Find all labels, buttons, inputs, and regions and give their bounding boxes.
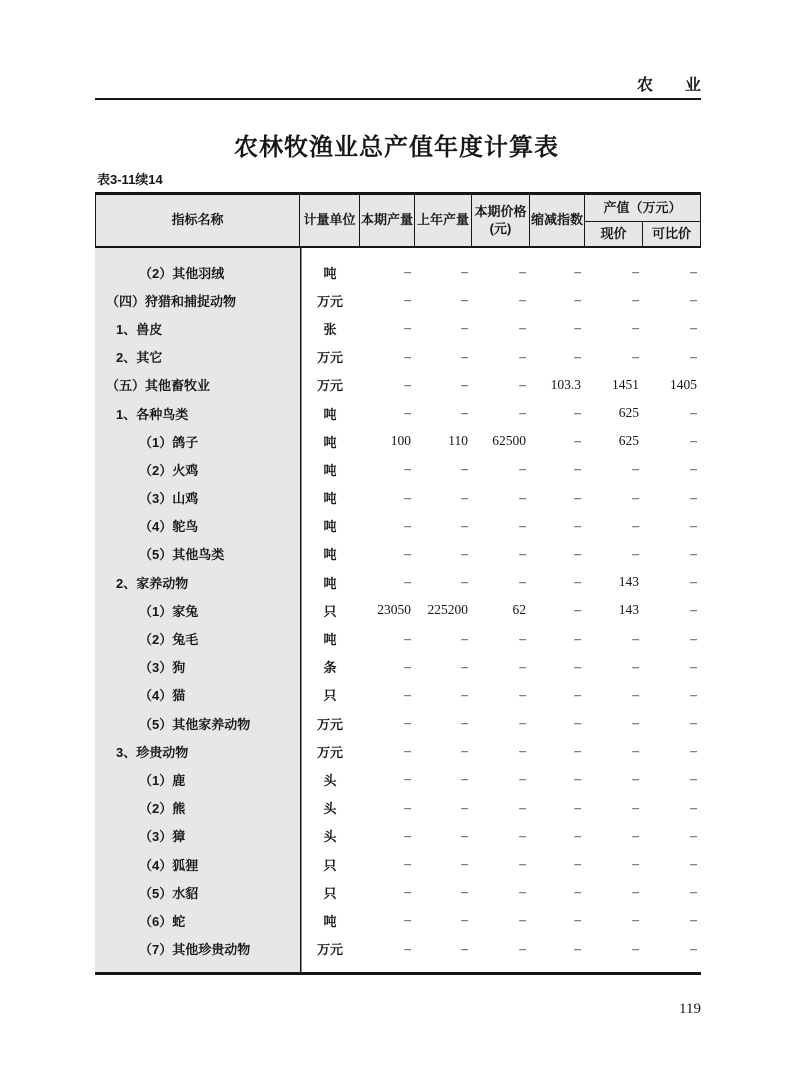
row-label-cell: 2、其它	[116, 350, 163, 366]
value-cell-current-price-value: –	[632, 912, 639, 928]
row-label-cell: （2）兔毛	[139, 632, 199, 648]
value-cell-deflator-index: –	[574, 405, 581, 421]
value-cell-current-output: 23050	[377, 602, 411, 618]
value-cell-comparable-price-value: –	[690, 574, 697, 590]
value-cell-comparable-price-value: –	[690, 489, 697, 505]
value-cell-deflator-index: 103.3	[550, 376, 581, 392]
value-cell-prev-year-output: –	[461, 686, 468, 702]
value-cell-prev-year-output: –	[461, 884, 468, 900]
value-cell-prev-year-output: –	[461, 856, 468, 872]
value-cell-prev-year-output: –	[461, 264, 468, 280]
row-label-cell: 3、珍贵动物	[116, 744, 189, 760]
value-cell-current-price-value: –	[632, 884, 639, 900]
value-cell-comparable-price-value: –	[690, 292, 697, 308]
value-cell-deflator-index: –	[574, 489, 581, 505]
row-label-cell: （四）狩猎和捕捉动物	[106, 293, 237, 309]
row-label-cell: （1）鹿	[139, 772, 186, 788]
value-cell-current-output: –	[404, 630, 411, 646]
running-head	[95, 70, 701, 100]
value-cell-prev-year-output: –	[461, 715, 468, 731]
value-cell-comparable-price-value: –	[690, 264, 697, 280]
unit-cell: 吨	[323, 491, 337, 507]
value-cell-comparable-price-value: –	[690, 743, 697, 759]
table-grid	[95, 195, 701, 972]
value-cell-current-price: –	[519, 320, 526, 336]
value-cell-current-price: 62500	[492, 433, 526, 449]
unit-cell: 万元	[316, 716, 343, 732]
value-cell-prev-year-output: –	[461, 461, 468, 477]
col-header-prev-year-output: 上年产量	[415, 195, 472, 248]
value-cell-current-price-value: –	[632, 320, 639, 336]
value-cell-deflator-index: –	[574, 884, 581, 900]
value-cell-current-output: –	[404, 461, 411, 477]
value-cell-comparable-price-value: 1405	[670, 376, 697, 392]
value-cell-current-price: –	[519, 461, 526, 477]
value-cell-current-price-value: –	[632, 292, 639, 308]
value-cell-comparable-price-value: –	[690, 405, 697, 421]
col-header-indicator: 指标名称	[95, 195, 300, 248]
value-cell-deflator-index: –	[574, 433, 581, 449]
value-cell-deflator-index: –	[574, 856, 581, 872]
value-cell-comparable-price-value: –	[690, 658, 697, 674]
value-cell-comparable-price-value: –	[690, 545, 697, 561]
value-cell-current-output: –	[404, 574, 411, 590]
value-cell-prev-year-output: 225200	[427, 602, 468, 618]
value-cell-comparable-price-value: –	[690, 320, 697, 336]
row-label-cell: （5）水貂	[139, 885, 199, 901]
value-cell-current-price-value: –	[632, 489, 639, 505]
value-cell-current-price-value: 625	[618, 405, 639, 421]
value-cell-current-output: –	[404, 292, 411, 308]
row-label-cell: （2）火鸡	[139, 462, 199, 478]
statistics-table	[95, 192, 701, 975]
row-label-cell: 2、家养动物	[116, 575, 189, 591]
value-cell-prev-year-output: –	[461, 574, 468, 590]
value-cell-current-output: –	[404, 376, 411, 392]
value-cell-current-output: –	[404, 264, 411, 280]
value-cell-comparable-price-value: –	[690, 348, 697, 364]
value-cell-current-output: –	[404, 827, 411, 843]
row-label-cell: （2）其他羽绒	[139, 265, 225, 281]
value-cell-comparable-price-value: –	[690, 827, 697, 843]
value-cell-current-output: –	[404, 743, 411, 759]
row-label-cell: （4）猫	[139, 688, 186, 704]
value-cell-current-output: –	[404, 940, 411, 956]
unit-cell: 头	[323, 801, 337, 817]
row-label-cell: （3）山鸡	[139, 491, 199, 507]
value-cell-prev-year-output: –	[461, 658, 468, 674]
value-cell-current-price-value: 1451	[612, 376, 639, 392]
unit-cell: 吨	[323, 632, 337, 648]
value-cell-current-output: –	[404, 545, 411, 561]
unit-cell: 万元	[316, 744, 343, 760]
value-cell-current-price: –	[519, 686, 526, 702]
unit-cell: 吨	[323, 265, 337, 281]
value-cell-current-price: –	[519, 574, 526, 590]
value-cell-deflator-index: –	[574, 771, 581, 787]
value-cell-prev-year-output: –	[461, 630, 468, 646]
value-cell-comparable-price-value: –	[690, 517, 697, 533]
col-header-comparable-price-value: 可比价	[643, 222, 701, 248]
value-cell-current-price-value: –	[632, 264, 639, 280]
unit-cell: 万元	[316, 942, 343, 958]
value-cell-comparable-price-value: –	[690, 602, 697, 618]
value-cell-current-output: –	[404, 686, 411, 702]
value-cell-current-output: –	[404, 405, 411, 421]
value-cell-prev-year-output: –	[461, 376, 468, 392]
value-cell-current-price-value: –	[632, 799, 639, 815]
value-cell-prev-year-output: 110	[448, 433, 468, 449]
value-cell-current-price: –	[519, 405, 526, 421]
value-cell-current-price: –	[519, 884, 526, 900]
page-number: 119	[679, 1001, 701, 1017]
unit-cell: 吨	[323, 406, 337, 422]
value-cell-current-price-value: –	[632, 856, 639, 872]
unit-cell: 头	[323, 772, 337, 788]
value-cell-prev-year-output: –	[461, 771, 468, 787]
value-cell-deflator-index: –	[574, 743, 581, 759]
value-cell-current-output: –	[404, 320, 411, 336]
value-cell-prev-year-output: –	[461, 517, 468, 533]
value-cell-current-price: –	[519, 545, 526, 561]
value-cell-current-price-value: –	[632, 461, 639, 477]
col-header-deflator-index: 缩减指数	[530, 195, 585, 248]
unit-cell: 吨	[323, 575, 337, 591]
value-cell-current-output: –	[404, 715, 411, 731]
value-cell-prev-year-output: –	[461, 348, 468, 364]
value-cell-current-output: 100	[390, 433, 411, 449]
value-cell-comparable-price-value: –	[690, 856, 697, 872]
value-cell-current-price: 62	[512, 602, 526, 618]
value-cell-current-output: –	[404, 517, 411, 533]
value-cell-current-price: –	[519, 517, 526, 533]
value-cell-current-price-value: –	[632, 686, 639, 702]
value-cell-deflator-index: –	[574, 715, 581, 731]
value-cell-current-output: –	[404, 771, 411, 787]
value-cell-current-price-value: –	[632, 630, 639, 646]
unit-cell: 条	[323, 660, 337, 676]
value-cell-current-price-value: 625	[618, 433, 639, 449]
value-cell-comparable-price-value: –	[690, 799, 697, 815]
value-cell-deflator-index: –	[574, 574, 581, 590]
unit-cell: 张	[323, 321, 337, 337]
value-cell-comparable-price-value: –	[690, 771, 697, 787]
unit-cell: 只	[323, 885, 337, 901]
value-cell-current-price-value: –	[632, 743, 639, 759]
value-cell-current-price: –	[519, 799, 526, 815]
value-cell-deflator-index: –	[574, 630, 581, 646]
unit-cell: 吨	[323, 462, 337, 478]
value-cell-current-output: –	[404, 912, 411, 928]
value-cell-comparable-price-value: –	[690, 630, 697, 646]
value-cell-current-price: –	[519, 292, 526, 308]
value-cell-deflator-index: –	[574, 658, 581, 674]
row-label-cell: （3）獐	[139, 829, 186, 845]
row-label-cell: （1）鸽子	[139, 434, 199, 450]
row-label-cell: （4）狐狸	[139, 857, 199, 873]
col-header-output-value-group: 产值（万元）	[585, 195, 701, 222]
value-cell-deflator-index: –	[574, 912, 581, 928]
unit-cell: 只	[323, 688, 337, 704]
value-cell-current-price: –	[519, 264, 526, 280]
value-cell-current-price-value: –	[632, 715, 639, 731]
value-cell-prev-year-output: –	[461, 799, 468, 815]
value-cell-deflator-index: –	[574, 517, 581, 533]
col-header-current-price-value: 现价	[585, 222, 643, 248]
row-label-cell: （1）家兔	[139, 603, 199, 619]
unit-cell: 吨	[323, 913, 337, 929]
unit-cell: 万元	[316, 293, 343, 309]
value-cell-prev-year-output: –	[461, 545, 468, 561]
value-cell-deflator-index: –	[574, 292, 581, 308]
row-label-cell: （6）蛇	[139, 913, 186, 929]
value-cell-current-price: –	[519, 489, 526, 505]
value-cell-prev-year-output: –	[461, 320, 468, 336]
value-cell-current-output: –	[404, 884, 411, 900]
value-cell-deflator-index: –	[574, 461, 581, 477]
value-cell-current-price: –	[519, 630, 526, 646]
value-cell-current-price-value: –	[632, 545, 639, 561]
unit-cell: 头	[323, 829, 337, 845]
value-cell-comparable-price-value: –	[690, 433, 697, 449]
value-cell-current-price: –	[519, 376, 526, 392]
value-cell-current-output: –	[404, 856, 411, 872]
value-cell-deflator-index: –	[574, 320, 581, 336]
row-label-cell: 1、兽皮	[116, 321, 163, 337]
value-cell-prev-year-output: –	[461, 912, 468, 928]
value-cell-prev-year-output: –	[461, 743, 468, 759]
value-cell-comparable-price-value: –	[690, 940, 697, 956]
value-cell-deflator-index: –	[574, 602, 581, 618]
value-cell-current-price: –	[519, 658, 526, 674]
value-cell-prev-year-output: –	[461, 940, 468, 956]
value-cell-current-price: –	[519, 771, 526, 787]
unit-cell: 万元	[316, 378, 343, 394]
value-cell-comparable-price-value: –	[690, 715, 697, 731]
row-label-cell: 1、各种鸟类	[116, 406, 189, 422]
value-cell-current-price-value: 143	[618, 602, 639, 618]
value-cell-deflator-index: –	[574, 940, 581, 956]
value-cell-current-price: –	[519, 912, 526, 928]
row-label-cell: （五）其他畜牧业	[106, 378, 211, 394]
unit-cell: 吨	[323, 519, 337, 535]
col-header-current-price	[472, 195, 530, 248]
row-label-cell: （4）鸵鸟	[139, 519, 199, 535]
value-cell-current-price-value: 143	[618, 574, 639, 590]
value-cell-deflator-index: –	[574, 827, 581, 843]
value-cell-comparable-price-value: –	[690, 884, 697, 900]
value-cell-current-price: –	[519, 743, 526, 759]
value-cell-comparable-price-value: –	[690, 686, 697, 702]
value-cell-current-price-value: –	[632, 517, 639, 533]
value-cell-current-output: –	[404, 348, 411, 364]
value-cell-current-price: –	[519, 940, 526, 956]
col-header-current-price-text: 本期价格 (元)	[474, 204, 527, 236]
value-cell-deflator-index: –	[574, 348, 581, 364]
unit-cell: 只	[323, 603, 337, 619]
row-label-cell: （5）其他家养动物	[139, 716, 251, 732]
unit-cell: 万元	[316, 350, 343, 366]
value-cell-current-price: –	[519, 856, 526, 872]
value-cell-deflator-index: –	[574, 799, 581, 815]
value-cell-deflator-index: –	[574, 686, 581, 702]
value-cell-current-output: –	[404, 799, 411, 815]
table-number-label: 表3-11续14	[97, 172, 163, 187]
value-cell-current-price-value: –	[632, 771, 639, 787]
value-cell-current-price: –	[519, 348, 526, 364]
page-title: 农林牧渔业总产值年度计算表	[234, 134, 559, 161]
value-cell-comparable-price-value: –	[690, 912, 697, 928]
value-cell-current-price-value: –	[632, 940, 639, 956]
value-cell-comparable-price-value: –	[690, 461, 697, 477]
value-cell-current-output: –	[404, 658, 411, 674]
col-header-current-output: 本期产量	[360, 195, 415, 248]
value-cell-deflator-index: –	[574, 545, 581, 561]
value-cell-deflator-index: –	[574, 264, 581, 280]
unit-cell: 只	[323, 857, 337, 873]
value-cell-current-price: –	[519, 827, 526, 843]
value-cell-prev-year-output: –	[461, 489, 468, 505]
value-cell-current-price-value: –	[632, 348, 639, 364]
running-head-label: 农 业	[636, 77, 701, 94]
value-cell-current-price-value: –	[632, 658, 639, 674]
value-cell-prev-year-output: –	[461, 405, 468, 421]
unit-cell: 吨	[323, 547, 337, 563]
value-cell-current-price: –	[519, 715, 526, 731]
value-cell-prev-year-output: –	[461, 292, 468, 308]
value-cell-current-output: –	[404, 489, 411, 505]
row-label-cell: （2）熊	[139, 801, 186, 817]
value-cell-prev-year-output: –	[461, 827, 468, 843]
row-label-cell: （3）狗	[139, 660, 186, 676]
col-header-unit: 计量单位	[300, 195, 360, 248]
row-label-cell: （5）其他鸟类	[139, 547, 225, 563]
row-label-cell: （7）其他珍贵动物	[139, 942, 251, 958]
value-cell-current-price-value: –	[632, 827, 639, 843]
unit-cell: 吨	[323, 434, 337, 450]
